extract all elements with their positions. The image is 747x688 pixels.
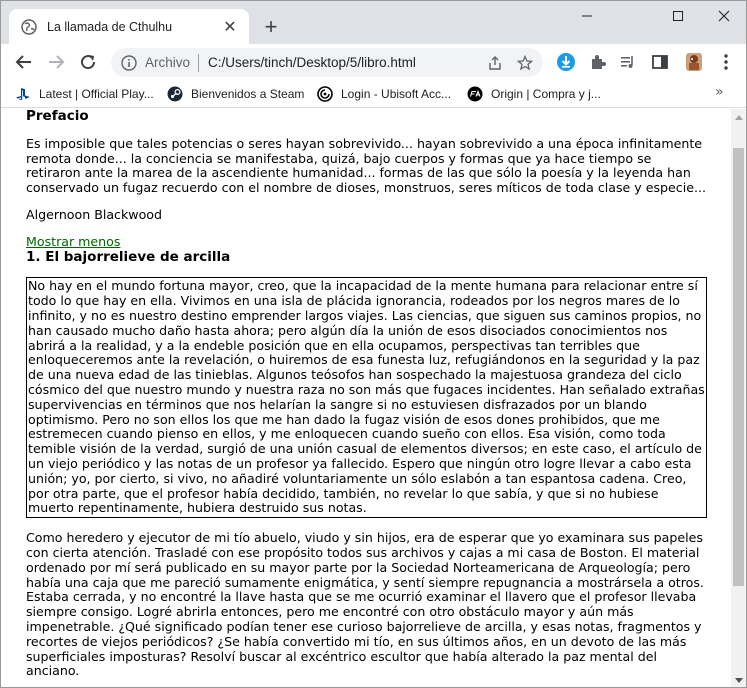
bookmark-item-origin[interactable] [467,85,601,103]
info-icon[interactable] [121,55,137,71]
ubisoft-icon [317,86,333,102]
vertical-scrollbar[interactable] [731,109,746,688]
show-less-link[interactable]: Mostrar menos [26,233,121,249]
body-paragraph: Como heredero y ejecutor de mi tío abuelo, viudo y sin hijos, era de esperar que yo examinara sus papeles con cierta atención. Trasladé con ese propósito todos sus archivos y cajas a mi casa de Boston. El material ordenado por mí será publicado en su mayor parte por la Sociedad Norteamericana de Arqueología; pero había una caja que me pareció sumamente enigmática, y sentí siempre repugnancia a mostrársela a otros. Estaba cerrada, y no encontré la llave hasta que se me ocurrió examinar el llavero que el profesor llevaba siempre consigo. Logré abrirla entonces, pero me encontré con otro obstáculo mayor y aún más impenetrable. ¿Qué significado podían tener ese curioso bajorrelieve de arcilla, y esas notas, fragmentos y recortes de viejos periódicos? ¿Se había convertido mi tío, en sus últimos años, en un devoto de las más superficiales imposturas? Resolví buscar al excéntrico escultor que había alterado la paz mental del anciano. [26,530,704,679]
playstation-icon [15,86,31,102]
page-content [1,109,731,688]
toolbar [1,44,746,80]
chapter-heading: 1. El bajorrelieve de arcilla [26,248,231,265]
media-control-icon[interactable] [613,47,643,77]
ea-icon [467,86,483,102]
reload-button[interactable] [73,47,103,77]
tab-strip [1,1,746,44]
share-icon[interactable] [483,51,507,75]
new-tab-button[interactable]: + [264,14,278,39]
bookmarks-bar [1,80,746,108]
scroll-up-arrow-icon[interactable] [731,109,746,124]
bookmark-item-playstation[interactable] [15,85,154,103]
tab-active[interactable] [9,9,249,44]
extensions-puzzle-icon[interactable] [583,47,613,77]
preface-author: Algernoon Blackwood [26,206,162,222]
tab-title: La llamada de Cthulhu [47,19,173,34]
side-panel-icon[interactable] [645,47,675,77]
scrollbar-thumb[interactable] [733,148,744,586]
download-extension-icon[interactable] [551,47,581,77]
menu-kebab-icon[interactable] [711,47,741,77]
preface-paragraph: Es imposible que tales potencias o seres hayan sobrevivido... hayan sobrevivido a una época infinitamente remota donde... la conciencia se manifestaba, quizá, bajo cuerpos y formas que ya hace tiempo se retiraron ante la marea de la ascendiente humanidad... formas de las que sólo la poesía y la leyenda han conservado un fugaz recuerdo con el nombre de dioses, monstruos, seres míticos de toda clase y especie... [26,135,706,196]
maximize-button[interactable] [655,1,701,31]
profile-avatar-icon[interactable] [679,47,709,77]
boxed-paragraph: No hay en el mundo fortuna mayor, creo, que la incapacidad de la mente humana para relacionar entre sí todo lo que hay en ella. Vivimos en una isla de plácida ignorancia, rodeados por los negros mares de lo infinito, y no es nuestro destino emprender largos viajes. Las ciencias, que siguen sus caminos propios, no han causado mucho daño hasta ahora; pero algún día la unión de esos disociados conocimientos nos abrirá a la realidad, y a la endeble posición que en ella ocupamos, perspectivas tan terribles que enloqueceremos ante la revelación, o huiremos de esa funesta luz, refugiándonos en la seguridad y la paz de una nueva edad de las tinieblas. Algunos teósofos han sospechado la majestuosa grandeza del ciclo cósmico del que nuestro mundo y nuestra raza no son más que fugaces incidentes. Han señalado extrañas supervivencias en términos que nos helarían la sangre si no estuviesen disfrazados por un blando optimismo. Pero no son ellos los que me han dado la fugaz visión de esos dones prohibidos, que me estremecen cuando pienso en ellos, y me enloquecen cuando sueño con ellos. Esa visión, como toda temible visión de la verdad, surgió de una unión casual de elementos diversos; en este caso, el artículo de un viejo periódico y las notas de un profesor ya fallecido. Espero que ningún otro logre llevar a cabo esta unión; yo, por cierto, si vivo, no añadiré voluntariamente un sólo eslabón a tan espantosa cadena. Creo, por otra parte, que el profesor había decidido, también, no revelar lo que sabía, y que si no hubiese muerto repentinamente, hubiera destruido sus notas. [26,277,707,518]
bookmark-label: Login - Ubisoft Acc... [341,87,452,101]
steam-icon [167,86,183,102]
bookmark-item-ubisoft[interactable] [317,85,451,103]
bookmarks-overflow-button[interactable]: » [715,84,724,100]
forward-button[interactable] [41,47,71,77]
close-window-button[interactable] [701,1,747,31]
file-scheme-chip: Archivo [145,55,191,70]
tab-close-icon[interactable]: ✕ [223,17,237,36]
bookmark-label: Origin | Compra y j... [491,87,601,101]
bookmark-item-steam[interactable] [167,85,304,103]
globe-icon [21,19,37,35]
back-button[interactable] [9,47,39,77]
address-bar[interactable] [111,48,543,77]
scroll-down-arrow-icon[interactable] [731,673,746,688]
bookmark-star-icon[interactable] [513,51,537,75]
minimize-button[interactable] [564,1,610,31]
bookmark-label: Bienvenidos a Steam [191,87,305,101]
bookmark-label: Latest | Official Play... [39,87,154,101]
preface-heading: Prefacio [26,109,89,124]
omnibox-divider [198,54,199,72]
url-text[interactable]: C:/Users/tinch/Desktop/5/libro.html [208,55,416,70]
